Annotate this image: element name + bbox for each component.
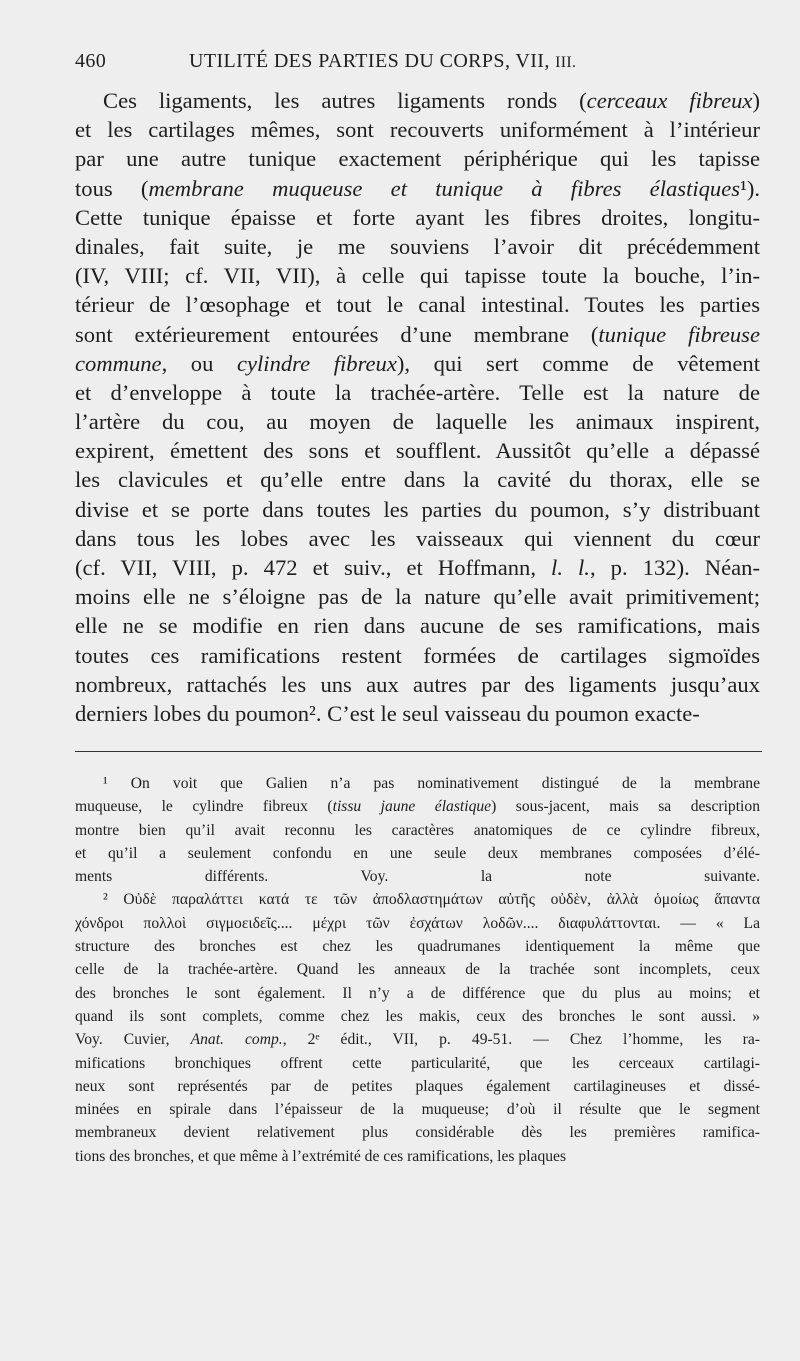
text-span: minées en spirale dans l’épaisseur de la muqueuse; d’où il résulte que le segment <box>75 1101 760 1119</box>
body-line <box>75 320 760 349</box>
body-line <box>75 378 760 407</box>
text-span: ments différents. Voy. la note suivante. <box>75 868 760 886</box>
text-span: χόνδροι πολλοὶ σιγμοειδεῖς.... μέχρι τῶν ἐσχάτων λοδῶν.... διαφυλάττονται. — « La <box>75 914 760 932</box>
text-span: montre bien qu’il avait reconnu les caractères anatomiques de ce cylindre fibreux, <box>75 821 760 839</box>
text-span: dans tous les lobes avec les vaisseaux qui viennent du cœur <box>75 525 760 551</box>
footnote-line <box>75 1145 760 1168</box>
footnote-line <box>75 865 760 888</box>
footnote-line <box>75 982 760 1005</box>
footnote-line <box>75 935 760 958</box>
main-paragraph <box>75 86 760 728</box>
body-line <box>75 670 760 699</box>
text-span: Cette tunique épaisse et forte ayant les fibres droites, longitu- <box>75 204 760 230</box>
body-line <box>75 232 760 261</box>
body-line <box>75 553 760 582</box>
text-span: expirent, émettent des sons et soufflent. Aussitôt qu’elle a dépassé <box>75 438 760 464</box>
footnote-line <box>75 842 760 865</box>
text-span: derniers lobes du poumon². C’est le seul vaisseau du poumon exacte- <box>75 700 700 726</box>
body-line <box>75 174 760 203</box>
body-line <box>75 641 760 670</box>
text-span: Ces ligaments, les autres ligaments ronds ( <box>103 88 587 113</box>
text-span: structure des bronches est chez les quadrumanes identiquement la même que <box>75 938 760 956</box>
body-line <box>75 524 760 553</box>
text-span: muqueuse, le cylindre fibreux ( <box>75 798 333 816</box>
text-span: , 2ᵉ édit., VII, p. 49-51. — Chez l’homme, les ra- <box>282 1031 760 1049</box>
italic-span: tunique fibreuse <box>598 321 761 347</box>
italic-span: tissu jaune élastique <box>332 798 492 816</box>
footnote-line <box>75 1098 760 1121</box>
text-span: les clavicules et qu’elle entre dans la cavité du thorax, elle se <box>75 467 760 493</box>
text-span: quand ils sont complets, comme chez les makis, ceux des bronches le sont aussi. » <box>75 1007 760 1025</box>
footnote-line <box>75 1005 760 1028</box>
running-head <box>75 44 760 78</box>
footnote-line <box>75 888 760 911</box>
italic-span: Anat. comp. <box>190 1031 283 1049</box>
footnote-line <box>75 1052 760 1075</box>
text-span: des bronches le sont également. Il n’y a de différence que du plus au moins; et <box>75 984 760 1002</box>
footnote-line <box>75 1121 760 1144</box>
text-span: mifications bronchiques offrent cette particularité, que les cerceaux cartilagi- <box>75 1054 760 1072</box>
body-line <box>75 115 760 144</box>
page-number: 460 <box>75 50 107 72</box>
text-span: nombreux, rattachés les uns aux autres par des ligaments jusqu’aux <box>75 671 760 697</box>
text-span: moins elle ne s’éloigne pas de la nature qu’elle avait primitivement; <box>75 584 760 610</box>
text-span: tions des bronches, et que même à l’extrémité de ces ramifications, les plaques <box>75 1147 567 1165</box>
footnote-line <box>75 958 760 981</box>
footnote-line <box>75 795 760 818</box>
text-span: sont extérieurement entourées d’une membrane ( <box>75 321 599 347</box>
text-span: ) <box>752 88 760 113</box>
text-span: par une autre tunique exactement périphérique qui les tapisse <box>75 146 760 172</box>
text-span: elle ne se modifie en rien dans aucune de ses ramifications, mais <box>75 613 760 639</box>
footnote-line <box>75 1028 760 1051</box>
text-span: ) sous-jacent, mais sa description <box>491 798 760 816</box>
text-span: toutes ces ramifications restent formées de cartilages sigmoïdes <box>75 642 760 668</box>
text-span: (IV, VIII; cf. VII, VII), à celle qui tapisse toute la bouche, l’in- <box>75 263 760 289</box>
body-line <box>75 495 760 524</box>
body-line <box>75 86 760 115</box>
text-span: ¹ On voit que Galien n’a pas nominativement distingué de la membrane <box>103 775 760 792</box>
text-span: l’artère du cou, au moyen de laquelle les animaux inspirent, <box>75 409 760 435</box>
italic-span: commune <box>75 350 162 376</box>
footnote-line <box>75 819 760 842</box>
body-line <box>75 699 760 728</box>
body-line <box>75 144 760 173</box>
text-span: et d’enveloppe à toute la trachée-artère. Telle est la nature de <box>75 379 760 405</box>
body-line <box>75 582 760 611</box>
text-span: et les cartilages mêmes, sont recouverts uniformément à l’intérieur <box>75 117 760 143</box>
italic-span: membrane muqueuse et tunique à fibres élastiques <box>148 175 741 201</box>
text-span: ¹). <box>740 175 761 201</box>
footnote-line <box>75 772 760 795</box>
running-title-section: III. <box>555 54 577 71</box>
text-span: ² Οὐδὲ παραλάττει κατά τε τῶν ἀποδλαστημάτων αὐτῆς οὐδὲν, ἀλλὰ ὁμοίως ἅπαντα <box>103 891 760 909</box>
body-line <box>75 349 760 378</box>
text-span: neux sont représentés par de petites plaques également cartilagineuses et dissé- <box>75 1077 760 1095</box>
body-line <box>75 290 760 319</box>
running-title-text: UTILITÉ DES PARTIES DU CORPS, VII, <box>189 50 550 72</box>
footnote-line <box>75 912 760 935</box>
text-span: divise et se porte dans toutes les parties du poumon, s’y distribuant <box>75 496 760 522</box>
running-title <box>189 44 576 80</box>
text-span: ), qui sert comme de vêtement <box>396 350 761 376</box>
italic-span: l. l. <box>551 555 590 580</box>
text-span: , p. 132). Néan- <box>589 555 761 580</box>
body-line <box>75 261 760 290</box>
body-line <box>75 465 760 494</box>
italic-span: cylindre fibreux <box>236 350 397 376</box>
text-span: tous ( <box>75 175 149 201</box>
text-span: Voy. Cuvier, <box>75 1031 191 1049</box>
text-span: , ou <box>161 350 237 376</box>
footnote-separator <box>75 751 762 752</box>
text-span: (cf. VII, VIII, p. 472 et suiv., et Hoffmann, <box>75 555 552 580</box>
body-line <box>75 203 760 232</box>
footnotes <box>75 772 760 1168</box>
body-line <box>75 436 760 465</box>
text-span: térieur de l’œsophage et tout le canal intestinal. Toutes les parties <box>75 292 760 318</box>
text-span: dinales, fait suite, je me souviens l’avoir dit précédemment <box>75 233 760 259</box>
italic-span: cerceaux fibreux <box>586 88 753 113</box>
text-span: celle de la trachée-artère. Quand les anneaux de la trachée sont incomplets, ceux <box>75 961 760 979</box>
body-line <box>75 611 760 640</box>
footnote-line <box>75 1075 760 1098</box>
text-span: membraneux devient relativement plus considérable dès les premières ramifica- <box>75 1124 760 1142</box>
body-line <box>75 407 760 436</box>
text-span: et qu’il a seulement confondu en une seule deux membranes composées d’élé- <box>75 844 760 862</box>
